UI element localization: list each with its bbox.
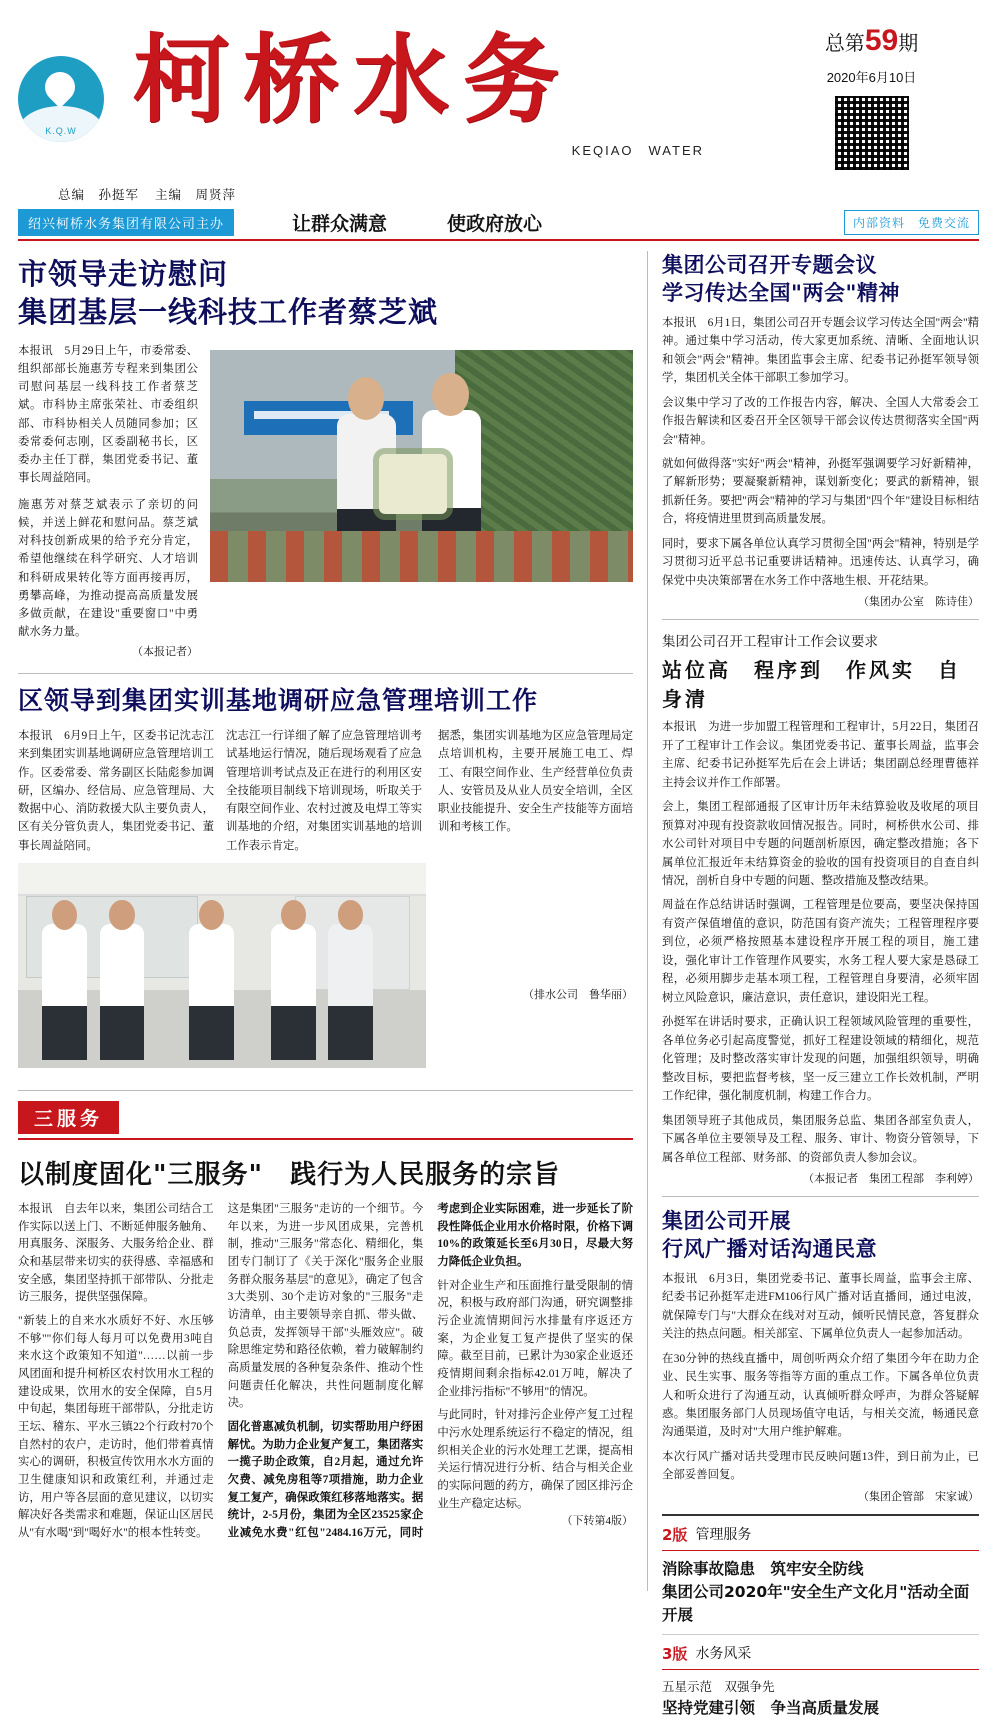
banner [18,209,979,235]
issue-suffix: 期 [898,33,919,55]
paper-title: 柯桥水务 [133,23,573,136]
slogan-left: 让群众满意 [292,213,388,235]
divider-r2 [662,1196,979,1197]
article2-p2: 沈志江一行详细了解了应急管理培训考试基地运行情况，随后现场观看了应急管理培训考试点及正在进行的利用区安全技能项目制线下培训现场，听取关于有限空间作业、农村过渡及电焊工等实训基地的介绍，对集团实训基地的培训工作表示肯定。 [226,730,422,852]
article3-headline: 以制度固化"三服务" 践行为人民服务的宗旨 [18,1159,561,1190]
article3-p2: "新装上的自来水水质好不好、水压够不够""你们每人每月可以免费用3吨自来水这个政策知不知道"……以前一步风团面和提升柯桥区农村饮用水工程的建设成果，饮用水的安全保障，自5月中旬起，集团每班干部带队，分批走访王坛、稽东、平水三镇22个行政村70个自然村的农户，走访时，他们带着真情实心的调研，积极宣传饮用水水方面的卫生健康知识和政策红利，并通过走访，用户等各层面的意见建议，以切实解决好各类需求和难题，保证山区居民从"有水喝"到"喝好水"的根本性转变。 [18,1314,214,1539]
r-article3-signature: （集团企管部 宋家诚） [858,1490,979,1503]
article3-p3: 这是集团"三服务"走访的一个细节。今年以来，为进一步风团成果，完善机制，推动"三服务"常态化、精细化，集团专门制订了《关于深化"服务企业服务群众服务基层"的意见》，确定了包含3大类别、30个走访对象的"三服务"走访清单，由主要领导亲自抓、带头做、负总责，发挥领导干部"头雁效应"。破除思维定势和路径依赖，着力破解制约高质量发展的各种复杂条件、推动个性问题责任化解决，共性问题制度化解决。 [227,1202,424,1410]
r-article2-p5: 集团领导班子其他成员，集团服务总监、集团各部室负责人，下属各单位主要领导及工程、服务、审计、物资分管领导，下属各单位工程部、财务部、的资部负责人参加会议。 [662,1114,979,1164]
title-block [123,14,764,159]
toc-item[interactable]: 消除事故隐患 筑牢安全防线 [662,1559,864,1578]
water-drop-logo-icon [18,56,104,142]
r-article2-p2: 会上，集团工程部通报了区审计历年未结算验收及收尾的项目预算对冲现有投资款收回情况报告。同时，柯桥供水公司、排水公司针对项目中专题的问题剖析原因，确定整改措施；各下属单位汇报近年未结算资金的验收的国有投资项目的自查自纠情况，剖析自身中专题的问题、整改措施及整改结果。 [662,801,979,887]
r-article2-p4: 孙挺军在讲话时要求，正确认识工程领域风险管理的重要性，各单位务必引起高度警觉，抓好工程建设领域的精细化，规范化管理；及时整改落实审计发现的问题，加强组织领导，明确整改目标，要把监督考核，坚一反三建立工作长效机制，严明工作纪律，强化制度机制，构建工作合力。 [662,1016,979,1103]
toc-rule-2 [662,1550,979,1551]
logo [18,14,123,142]
left-column [18,251,648,1591]
toc-item[interactable]: 集团公司2020年"安全生产文化月"活动全面开展 [662,1583,970,1625]
r-article1-body [662,314,979,591]
divider-2 [18,1090,633,1091]
r-article1-headline-line2: 学习传达全国"两会"精神 [662,281,900,306]
article-audit-meeting [662,630,979,1186]
credit-editor: 主编 周贤萍 [155,188,237,202]
toc-page-3-header [662,1643,979,1664]
red-rule [18,239,979,241]
toc-subtitle: 五星示范 双强争先 [662,1678,775,1694]
r-article3-p2: 在30分钟的热线直播中，周创听两众介绍了集团今年在助力企业、民生实事、服务等指等方面的重点工作。下属各单位负责人和听众进行了沟通互动，认真倾听群众呼声，为群众答疑解惑。集团服务部门人员现场值守电话，与相关交流，畅通民意沟通渠道，及时对"大用户维护解难。 [662,1352,979,1439]
article1-headline-line2: 集团基层一线科技工作者蔡芝斌 [18,295,439,330]
r-article1-p3: 就如何做得落"实好"两会"精神，孙挺军强调要学习好新精神，了解新形势；要凝聚新精神，谋划新变化；要武的新精神，银抓新任务。要把"两会"精神的学习与集团"四个年"建设目标相结合，将疫情进里贯到高质量发展。 [662,457,979,526]
r-article1-p2: 会议集中学习了改的工作报告内容，解决、全国人大常委会工作报告解读和区委召开全区领导干部会议传达贯彻落实全国"两会"精神。 [662,396,979,446]
article2-p3: 据悉，集团实训基地为区应急管理局定点培训机构，主要开展施工电工、焊工、有限空间作业、生产经营单位负责人、安管员及从业人员安全培训，全区职业技能提升、安全生产技能等方面培训和考核工作。 [438,730,633,834]
article3-p6: 与此同时，针对排污企业停产复工过程中污水处理系统运行不稳定的情况，组织相关企业的污水处理工艺课，提高相关运行情况进行分析、结合与相关企业的实际问题的药方，确保了园区排污企业生产稳定达标。 [437,1409,633,1510]
r-article1-headline [662,251,979,308]
r-article3-headline-line1: 集团公司开展 [662,1209,791,1234]
issue-line [764,24,979,58]
article-training-base [18,684,633,1074]
toc-page-3-number: 3版 [662,1644,688,1663]
divider-r1 [662,619,979,620]
slogan-right: 使政府放心 [447,213,543,235]
slogan [234,209,844,236]
toc-item[interactable]: 坚持党建引领 争当高质量发展 [662,1698,880,1717]
organizer-label: 绍兴柯桥水务集团有限公司主办 [18,209,234,236]
section-rule [18,1138,633,1140]
photo-leader-visit [210,350,633,582]
article3-p1: 本报讯 自去年以来，集团公司结合工作实际以送上门、不断延伸服务触角、用真服务、深服务、大服务给企业、群众和基层带来切实的获得感、幸福感和安全感，集团坚持抓干部带队、分批走访三服务，提供坚强保障。 [18,1202,214,1304]
internal-note: 内部资料 免费交流 [844,210,979,235]
photo-training-base [18,863,426,1068]
issue-date: 2020年6月10日 [826,70,917,85]
article1-headline-line1: 市领导走访慰问 [18,257,229,291]
divider-toc [662,1514,979,1516]
r-article3-p3: 本次行风广播对话共受理市民反映问题13件，到日前为止，已全部妥善回复。 [662,1450,979,1482]
r-article3-headline [662,1207,979,1264]
article2-signature: （排水公司 鲁华丽） [523,988,633,1001]
section-three-services [18,1101,633,1543]
paper-title-en: KEQIAO WATER [571,143,704,158]
article-radio-dialogue [662,1207,979,1504]
r-article1-signature: （集团办公室 陈诗佳） [858,596,979,609]
r-article3-body [662,1270,979,1485]
masthead [18,14,979,189]
article1-headline [18,255,633,332]
article3-body [18,1201,633,1543]
right-column [648,251,979,1717]
article3-p4: 固化普惠减负机制，切实帮助用户纾困解忧。为助力企业复产复工，集团落实一揽子助企政策，自2月起，通过允许欠费、减免房租等7项措施，助力企业复工复产，确保政策红移落地落实。据统计，2-5月份，集团为全区23525家企业减免水费"红包"2484.16万元，同时考虑到企业实际困难，进一步延长了阶段性降低企业用水价格时限，价格下调10%的政策延长至6月30日，尽最大努力降低企业负担。 [227,1202,633,1539]
r-article1-headline-line1: 集团公司召开专题会议 [662,253,877,277]
article3-p5: 针对企业生产和压面推行量受限制的情况，积极与政府部门沟通，研究调整排污企业流情期间污水排量有序返还方案，为企业复工复产提供了坚实的保障。截至目前，已累计为30家企业返还疫情期间剩余指标42.01万吨，解决了企业排污指标"不够用"的情况。 [437,1279,633,1398]
divider-1 [18,673,633,674]
article-special-meeting [662,251,979,609]
qr-code-icon[interactable] [833,94,911,172]
r-article1-p1: 本报讯 6月1日，集团公司召开专题会议学习传达全国"两会"精神。通过集中学习活动，传大家更加系统、清晰、全面地认识和领会"两会"精神。集团监事会主席、纪委书记孙挺军领导领学，集团机关全体干部职工参加学习。 [662,316,979,385]
r-article2-signature: （本报记者 集团工程部 李利婷） [803,1173,979,1186]
r-article2-headline: 站位高 程序到 作风实 自身清 [662,658,961,712]
article1-p1: 本报讯 5月29日上午，市委常委、组织部部长施惠芳专程来到集团公司慰问基层一线科技工作者蔡芝斌。市科协主席张荣社、市委组织部、市科协相关人员随同参加；区委常委何志刚，区委副秘书长，区委办主任丁群，集团党委书记、董事长周益陪同。 [18,344,198,485]
toc-rule-3 [662,1669,979,1670]
article1-signature: （本报记者） [132,645,198,658]
r-article2-subhead: 集团公司召开工程审计工作会议要求 [662,634,878,650]
article1-p2: 施惠芳对蔡芝斌表示了亲切的问候，并送上鲜花和慰问品。蔡芝斌对科技创新成果的给予充分肯定，希望他继续在科学研究、人才培训和科研成果转化等方面再接再厉，勇攀高峰，为推动提高高质量发展多做贡献，在建设"重要窗口"中勇献水务力量。 [18,498,198,639]
issue-prefix: 总第 [824,33,865,55]
r-article2-p1: 本报讯 为进一步加盟工程管理和工程审计，5月22日，集团召开了工程审计工作会议。集团党委书记、董事长周益，监事会主席、纪委书记孙挺军先后在会上讲话；集团副总经理曹德祥主持会议并作工作部署。 [662,721,979,789]
article3-continued: （下转第4版） [561,1515,633,1528]
toc-section-page2[interactable] [662,1524,979,1628]
issue-block [764,14,979,172]
r-article2-body [662,718,979,1167]
r-article1-p4: 同时，要求下属各单位认真学习贯彻全国"两会"精神，特别是学习贯彻习近平总书记重要讲话精神。迅速传达、认真学习，确保党中央决策部署在水务工作中落地生根、开花结果。 [662,537,979,587]
toc-page-2-label: 管理服务 [695,1527,752,1544]
issue-number: 59 [864,24,899,57]
section-tag: 三服务 [18,1101,119,1134]
logo-text: K.Q.W [45,126,77,136]
article2-p1: 本报讯 6月9日上午，区委书记沈志江来到集团实训基地调研应急管理培训工作。区委常委、常务副区长陆彪参加调研，区编办、经信局、应急管理局、大数据中心、消防救援大队主要负责人，区有关分管负责人，集团党委书记、董事长周益陪同。 [18,730,214,852]
divider-toc-2 [662,1634,979,1635]
credit-chief-editor: 总编 孙挺军 [58,188,140,202]
toc-page-3-label: 水务风采 [695,1646,752,1663]
content [18,251,979,1717]
r-article3-p1: 本报讯 6月3日，集团党委书记、董事长周益，监事会主席、纪委书记孙挺军走进FM106行风广播对话直播间，通过电波，就保障专门与"大群众在线对对互动，倾听民情民意，答复群众关注的热点问题。相关部室、下属单位负责人一起参加活动。 [662,1272,979,1341]
toc-page-2-header [662,1524,979,1545]
article-leader-visit [18,255,633,661]
toc-page-2-number: 2版 [662,1525,688,1544]
r-article3-headline-line2: 行风广播对话沟通民意 [662,1237,877,1262]
r-article2-p3: 周益在作总结讲话时强调，工程管理是位要高，要坚决保持国有资产保值增值的意识，防范国有资产流失；工程管理程序要到位，必须严格按照基本建设程序开展工程的项目，施工建设，强化审计工作管理作风要实，水务工程人要大家是恳碌工程，必须用脚步走基本项工程，工程管理自身要清，必须牢固树立风险意识，廉洁意识，责任意识，建设阳光工程。 [662,899,979,1004]
toc-section-page3[interactable] [662,1643,979,1720]
article2-headline: 区领导到集团实训基地调研应急管理培训工作 [18,686,539,716]
